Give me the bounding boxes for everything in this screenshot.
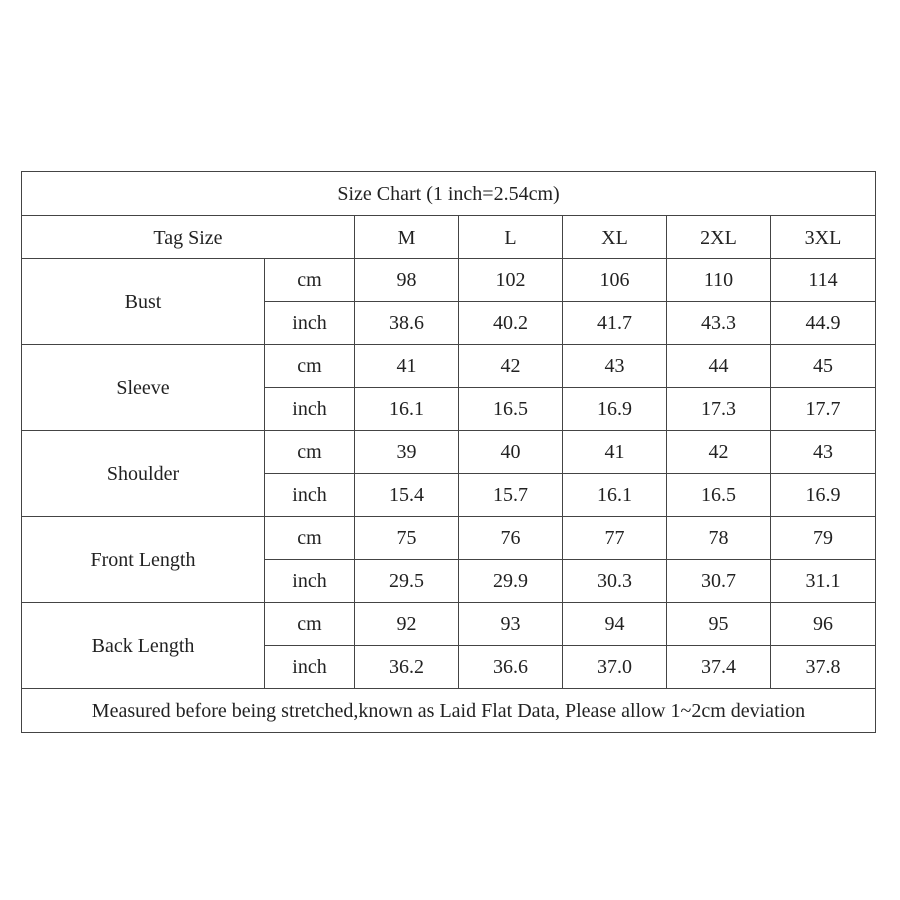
value-cell: 42 [667, 431, 771, 474]
footer-note: Measured before being stretched,known as Laid Flat Data, Please allow 1~2cm deviation [22, 689, 876, 733]
value-cell: 43 [563, 345, 667, 388]
tag-size-label: Tag Size [22, 216, 355, 259]
value-cell: 36.2 [355, 646, 459, 689]
value-cell: 45 [771, 345, 876, 388]
unit-label-cm: cm [265, 603, 355, 646]
size-header-3xl: 3XL [771, 216, 876, 259]
unit-label-cm: cm [265, 431, 355, 474]
value-cell: 96 [771, 603, 876, 646]
value-cell: 31.1 [771, 560, 876, 603]
value-cell: 98 [355, 259, 459, 302]
measurement-label-back-length: Back Length [22, 603, 265, 689]
value-cell: 95 [667, 603, 771, 646]
value-cell: 39 [355, 431, 459, 474]
value-cell: 93 [459, 603, 563, 646]
value-cell: 44 [667, 345, 771, 388]
size-header-xl: XL [563, 216, 667, 259]
unit-label-inch: inch [265, 302, 355, 345]
value-cell: 43.3 [667, 302, 771, 345]
value-cell: 16.5 [459, 388, 563, 431]
size-header-l: L [459, 216, 563, 259]
value-cell: 110 [667, 259, 771, 302]
unit-label-inch: inch [265, 646, 355, 689]
value-cell: 41.7 [563, 302, 667, 345]
size-header-2xl: 2XL [667, 216, 771, 259]
value-cell: 36.6 [459, 646, 563, 689]
unit-label-inch: inch [265, 560, 355, 603]
value-cell: 40 [459, 431, 563, 474]
unit-label-cm: cm [265, 259, 355, 302]
value-cell: 30.7 [667, 560, 771, 603]
measurement-label-shoulder: Shoulder [22, 431, 265, 517]
value-cell: 16.1 [355, 388, 459, 431]
size-chart-table [21, 171, 876, 733]
value-cell: 16.1 [563, 474, 667, 517]
value-cell: 106 [563, 259, 667, 302]
value-cell: 29.9 [459, 560, 563, 603]
measurement-label-front-length: Front Length [22, 517, 265, 603]
value-cell: 41 [355, 345, 459, 388]
value-cell: 78 [667, 517, 771, 560]
value-cell: 114 [771, 259, 876, 302]
value-cell: 76 [459, 517, 563, 560]
value-cell: 38.6 [355, 302, 459, 345]
unit-label-cm: cm [265, 345, 355, 388]
value-cell: 37.8 [771, 646, 876, 689]
chart-title: Size Chart (1 inch=2.54cm) [22, 172, 876, 216]
measurement-label-bust: Bust [22, 259, 265, 345]
value-cell: 30.3 [563, 560, 667, 603]
value-cell: 79 [771, 517, 876, 560]
unit-label-inch: inch [265, 474, 355, 517]
value-cell: 15.4 [355, 474, 459, 517]
value-cell: 75 [355, 517, 459, 560]
value-cell: 42 [459, 345, 563, 388]
measurement-label-sleeve: Sleeve [22, 345, 265, 431]
value-cell: 40.2 [459, 302, 563, 345]
value-cell: 15.7 [459, 474, 563, 517]
value-cell: 77 [563, 517, 667, 560]
value-cell: 37.4 [667, 646, 771, 689]
value-cell: 94 [563, 603, 667, 646]
value-cell: 16.9 [563, 388, 667, 431]
value-cell: 41 [563, 431, 667, 474]
value-cell: 29.5 [355, 560, 459, 603]
value-cell: 43 [771, 431, 876, 474]
value-cell: 92 [355, 603, 459, 646]
value-cell: 37.0 [563, 646, 667, 689]
value-cell: 16.5 [667, 474, 771, 517]
value-cell: 17.7 [771, 388, 876, 431]
value-cell: 17.3 [667, 388, 771, 431]
unit-label-inch: inch [265, 388, 355, 431]
value-cell: 102 [459, 259, 563, 302]
value-cell: 16.9 [771, 474, 876, 517]
value-cell: 44.9 [771, 302, 876, 345]
size-header-m: M [355, 216, 459, 259]
unit-label-cm: cm [265, 517, 355, 560]
